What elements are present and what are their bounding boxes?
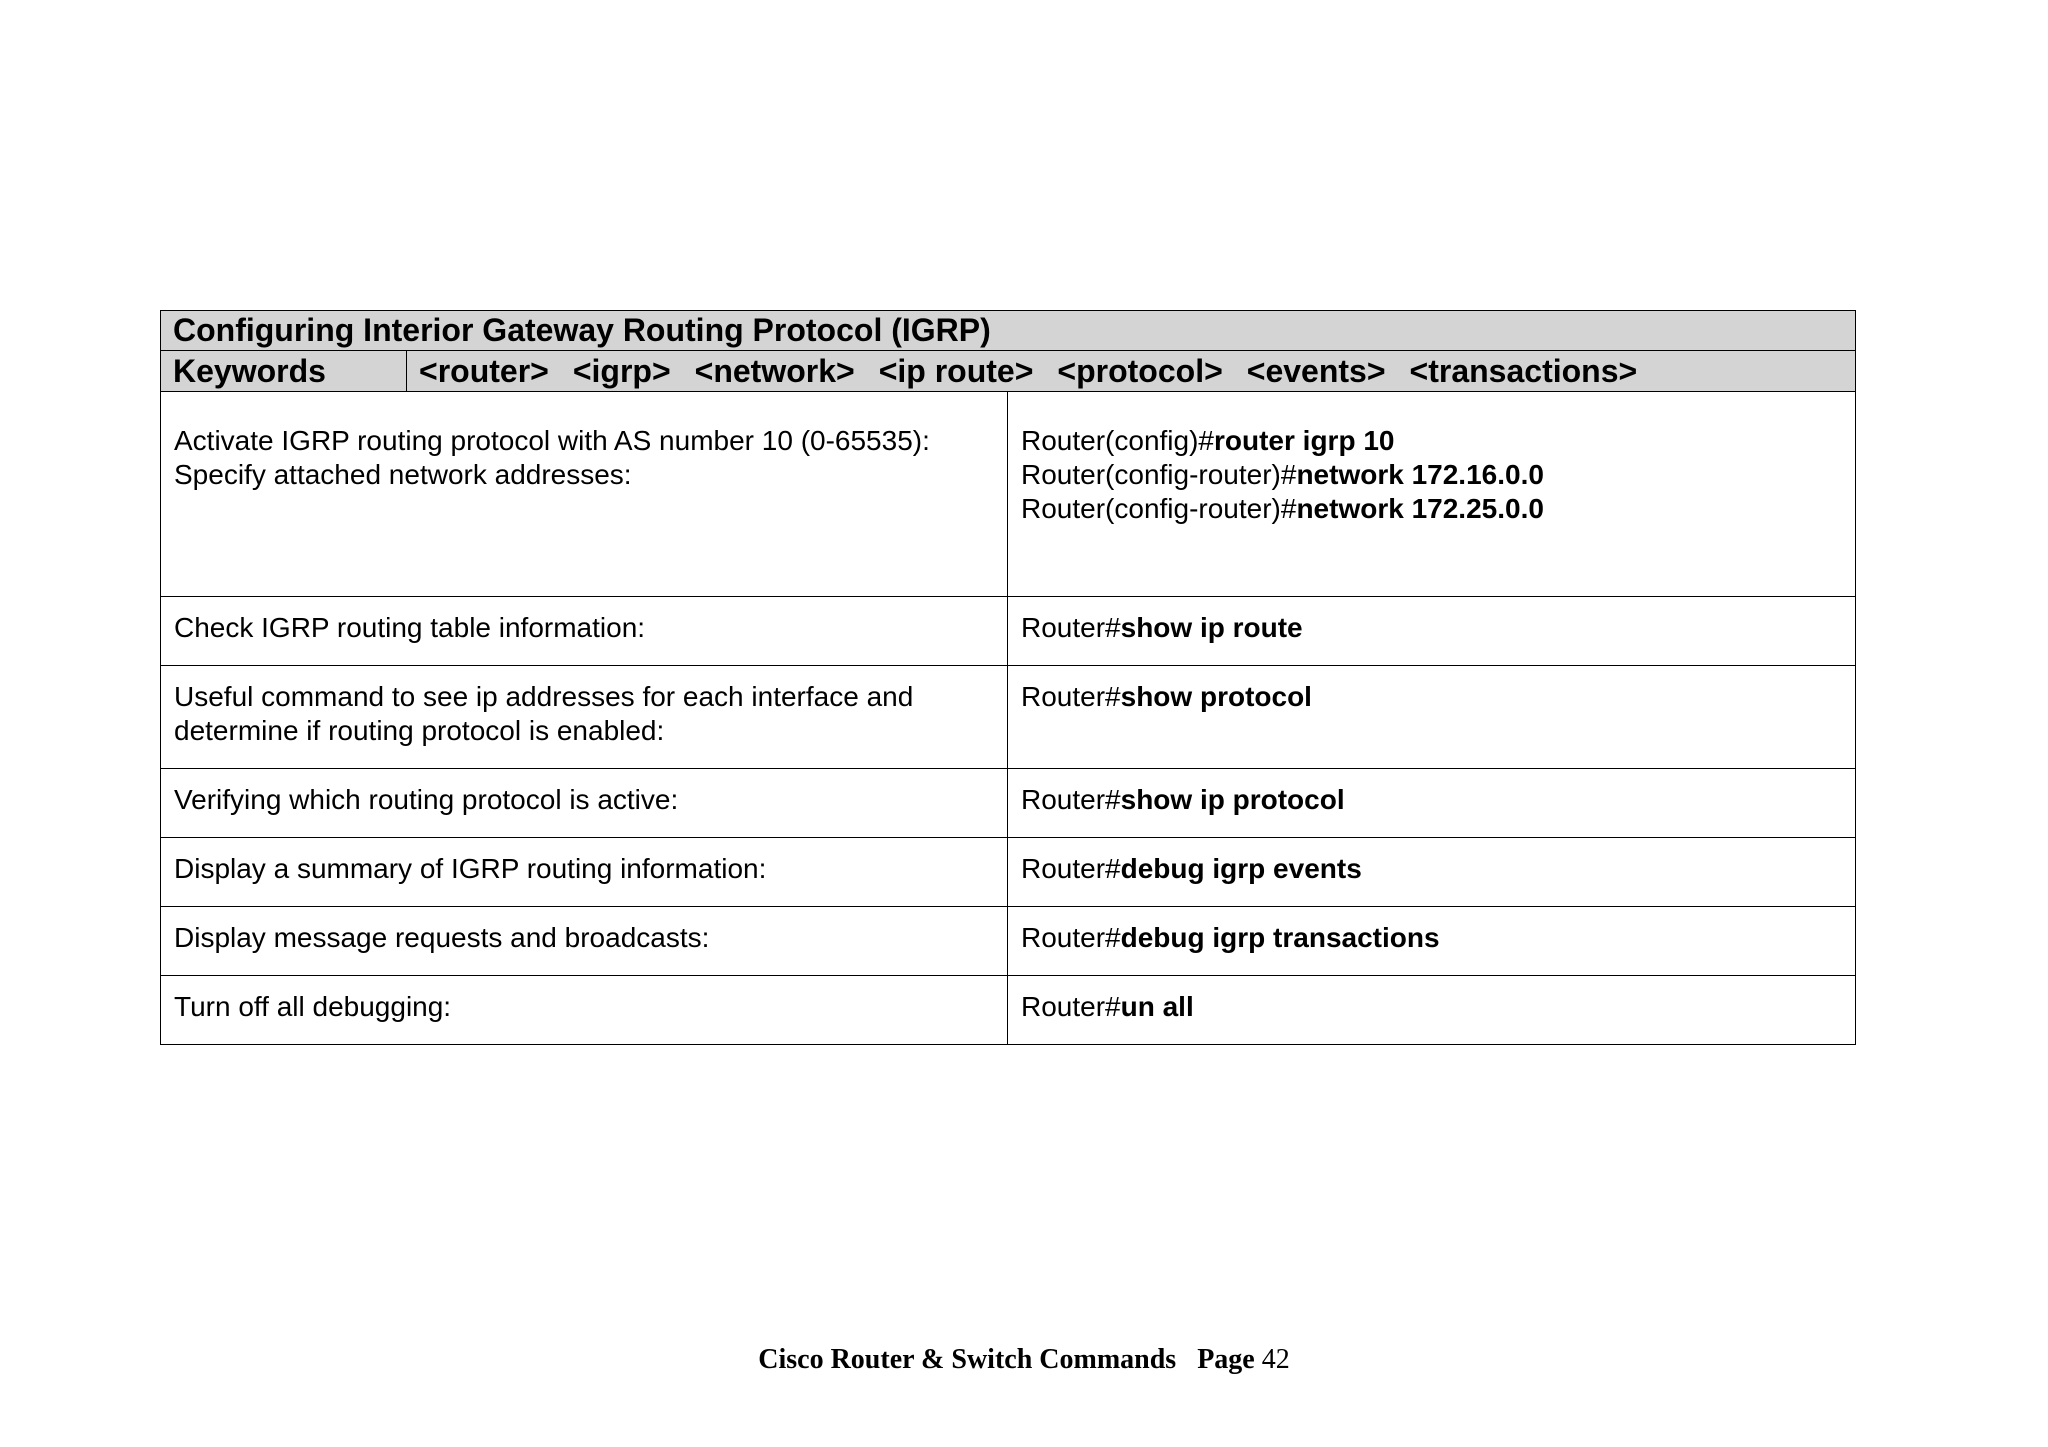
description-line: Useful command to see ip addresses for each interface and — [174, 681, 914, 712]
description-line: Display message requests and broadcasts: — [174, 922, 710, 953]
keyword: <igrp> — [572, 353, 671, 389]
row-command — [1008, 392, 1856, 597]
command-text: router igrp 10 — [1213, 425, 1395, 456]
keywords-list — [407, 351, 1856, 392]
command-text: show ip protocol — [1120, 784, 1345, 815]
command-prefix: Router(config-router)# — [1021, 459, 1297, 490]
description-line: Specify attached network addresses: — [174, 459, 632, 490]
row-description — [161, 838, 1008, 907]
command-line — [1021, 424, 1843, 458]
row-command — [1008, 838, 1856, 907]
command-text: network 172.16.0.0 — [1296, 459, 1544, 490]
keywords-row — [161, 351, 1856, 392]
description-line: Activate IGRP routing protocol with AS number 10 (0-65535): — [174, 425, 930, 456]
row-description — [161, 907, 1008, 976]
command-line — [1021, 458, 1843, 492]
table-row — [161, 769, 1856, 838]
igrp-commands-table — [160, 310, 1856, 1045]
table-row — [161, 392, 1856, 597]
row-description — [161, 769, 1008, 838]
keyword: <router> — [419, 353, 549, 389]
command-text: debug igrp transactions — [1120, 922, 1440, 953]
row-description — [161, 597, 1008, 666]
command-line — [1021, 492, 1843, 526]
keyword: <network> — [694, 353, 855, 389]
row-description — [161, 666, 1008, 769]
keyword: <protocol> — [1057, 353, 1223, 389]
footer-page-number: 42 — [1261, 1344, 1290, 1375]
command-line — [1021, 783, 1843, 817]
row-command — [1008, 907, 1856, 976]
command-line — [1021, 990, 1843, 1024]
row-command — [1008, 769, 1856, 838]
row-command — [1008, 976, 1856, 1045]
command-text: un all — [1120, 991, 1194, 1022]
description-line: determine if routing protocol is enabled: — [174, 715, 665, 746]
command-text: show ip route — [1120, 612, 1303, 643]
command-line — [1021, 921, 1843, 955]
row-description — [161, 392, 1008, 597]
footer-page-label: Page — [1197, 1344, 1255, 1375]
row-command — [1008, 597, 1856, 666]
description-line: Display a summary of IGRP routing information: — [174, 853, 767, 884]
table-title-row — [161, 311, 1856, 351]
command-text: network 172.25.0.0 — [1296, 493, 1544, 524]
command-text: show protocol — [1120, 681, 1312, 712]
command-prefix: Router(config)# — [1021, 425, 1214, 456]
table-title: Configuring Interior Gateway Routing Protocol (IGRP) — [161, 311, 1856, 351]
keyword: <transactions> — [1409, 353, 1638, 389]
description-line: Turn off all debugging: — [174, 991, 452, 1022]
row-description — [161, 976, 1008, 1045]
command-prefix: Router# — [1021, 853, 1121, 884]
footer-title: Cisco Router & Switch Commands — [758, 1344, 1177, 1375]
command-line — [1021, 852, 1843, 886]
command-prefix: Router# — [1021, 612, 1121, 643]
table-row — [161, 907, 1856, 976]
keyword: <ip route> — [878, 353, 1034, 389]
description-line: Check IGRP routing table information: — [174, 612, 646, 643]
table-row — [161, 838, 1856, 907]
command-prefix: Router# — [1021, 922, 1121, 953]
keyword: <events> — [1246, 353, 1386, 389]
command-prefix: Router# — [1021, 991, 1121, 1022]
row-command — [1008, 666, 1856, 769]
command-prefix: Router(config-router)# — [1021, 493, 1297, 524]
command-text: debug igrp events — [1120, 853, 1362, 884]
table-row — [161, 976, 1856, 1045]
command-prefix: Router# — [1021, 784, 1121, 815]
table-row — [161, 597, 1856, 666]
table-row — [161, 666, 1856, 769]
command-prefix: Router# — [1021, 681, 1121, 712]
keywords-label: Keywords — [161, 351, 407, 392]
description-line: Verifying which routing protocol is active: — [174, 784, 679, 815]
command-line — [1021, 611, 1843, 645]
command-line — [1021, 680, 1843, 714]
page-footer — [0, 1344, 2048, 1376]
